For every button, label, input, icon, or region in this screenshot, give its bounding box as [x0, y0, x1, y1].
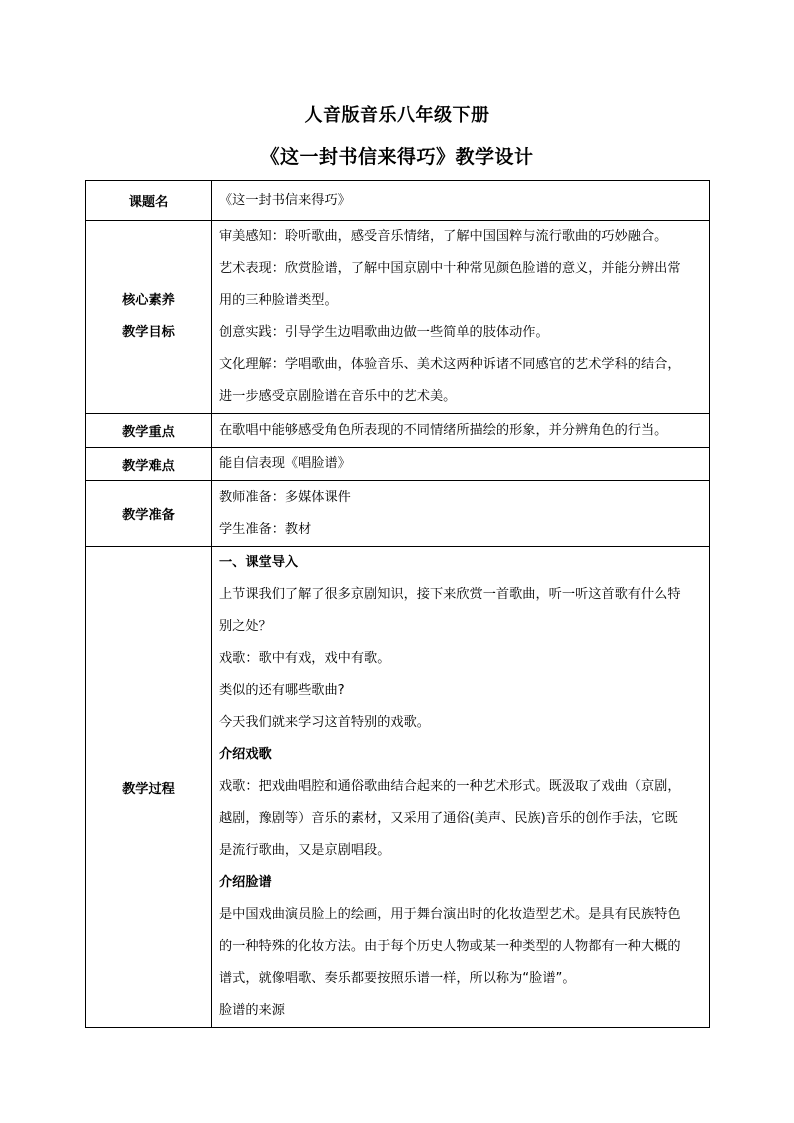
- objective-line: 创意实践：引导学生边唱歌曲边做一些简单的肢体动作。: [219, 325, 549, 340]
- process-line: 的一种特殊的化妆方法。由于每个历史人物或某一种类型的人物都有一种大概的: [219, 939, 681, 954]
- objective-line: 审美感知：聆听歌曲，感受音乐情绪，了解中国国粹与流行歌曲的巧妙融合。: [219, 229, 668, 244]
- objectives-label: [86, 221, 212, 414]
- process-line: 别之处？: [219, 619, 272, 634]
- objective-line: 文化理解：学唱歌曲，体验音乐、美术这两种诉诸不同感官的艺术学科的结合，: [219, 357, 681, 372]
- process-line: 脸谱的来源: [219, 1003, 285, 1018]
- process-line: 谱式，就像唱歌、奏乐都要按照乐谱一样，所以称为“脸谱”。: [219, 971, 576, 986]
- process-line: 越剧，豫剧等）音乐的素材，又采用了通俗(美声、民族)音乐的创作手法，它既: [219, 811, 678, 826]
- preparation-label: 教学准备: [86, 481, 212, 547]
- difficulties-text: 能自信表现《唱脸谱》: [219, 456, 351, 471]
- process-line: 戏歌：歌中有戏，戏中有歌。: [219, 651, 391, 666]
- difficulties-label: 教学难点: [86, 448, 212, 481]
- key-points-row: [86, 414, 710, 448]
- lesson-title: 《这一封书信来得巧》教学设计: [260, 146, 534, 168]
- objectives-label-line1: 核心素养: [122, 293, 175, 308]
- process-line: 是中国戏曲演员脸上的绘画，用于舞台演出时的化妆造型艺术。是具有民族特色: [219, 907, 681, 922]
- process-section-heading: 一、课堂导入: [219, 555, 299, 570]
- objectives-content: [212, 221, 710, 414]
- topic-row: [86, 181, 710, 221]
- preparation-line: 学生准备：教材: [219, 521, 312, 537]
- process-section-heading: 介绍脸谱: [219, 875, 272, 890]
- objectives-label-line2: 教学目标: [122, 325, 175, 340]
- key-points-label: 教学重点: [86, 414, 212, 448]
- preparation-row: [86, 481, 710, 547]
- difficulties-row: [86, 448, 710, 481]
- topic-label: 课题名: [86, 181, 212, 221]
- process-line: 是流行歌曲，又是京剧唱段。: [219, 843, 391, 858]
- process-row: [86, 547, 710, 1028]
- process-line: 上节课我们了解了很多京剧知识，接下来欣赏一首歌曲，听一听这首歌有什么特: [219, 587, 681, 602]
- topic-value: [212, 181, 710, 221]
- preparation-line: 教师准备：多媒体课件: [219, 489, 351, 505]
- lesson-plan-table: [85, 180, 710, 1028]
- topic-text: 《这一封书信来得巧》: [219, 192, 351, 208]
- process-content: [212, 547, 710, 1028]
- document-title: 人音版音乐八年级下册: [304, 105, 490, 126]
- process-line: 今天我们就来学习这首特别的戏歌。: [219, 715, 430, 730]
- objective-line: 艺术表现：欣赏脸谱，了解中国京剧中十种常见颜色脸谱的意义，并能分辨出常: [219, 261, 681, 276]
- preparation-content: [212, 481, 710, 547]
- objective-line: 用的三种脸谱类型。: [219, 293, 338, 308]
- key-points-value: [212, 414, 710, 448]
- objective-line: 进一步感受京剧脸谱在音乐中的艺术美。: [219, 389, 457, 404]
- process-line: 类似的还有哪些歌曲?: [219, 683, 345, 698]
- difficulties-value: [212, 448, 710, 481]
- process-line: 戏歌：把戏曲唱腔和通俗歌曲结合起来的一种艺术形式。既汲取了戏曲（京剧，: [219, 779, 681, 794]
- objectives-row: [86, 221, 710, 414]
- process-label: 教学过程: [86, 547, 212, 1028]
- key-points-text: 在歌唱中能够感受角色所表现的不同情绪所描绘的形象，并分辨角色的行当。: [219, 422, 668, 438]
- process-section-heading: 介绍戏歌: [219, 747, 272, 762]
